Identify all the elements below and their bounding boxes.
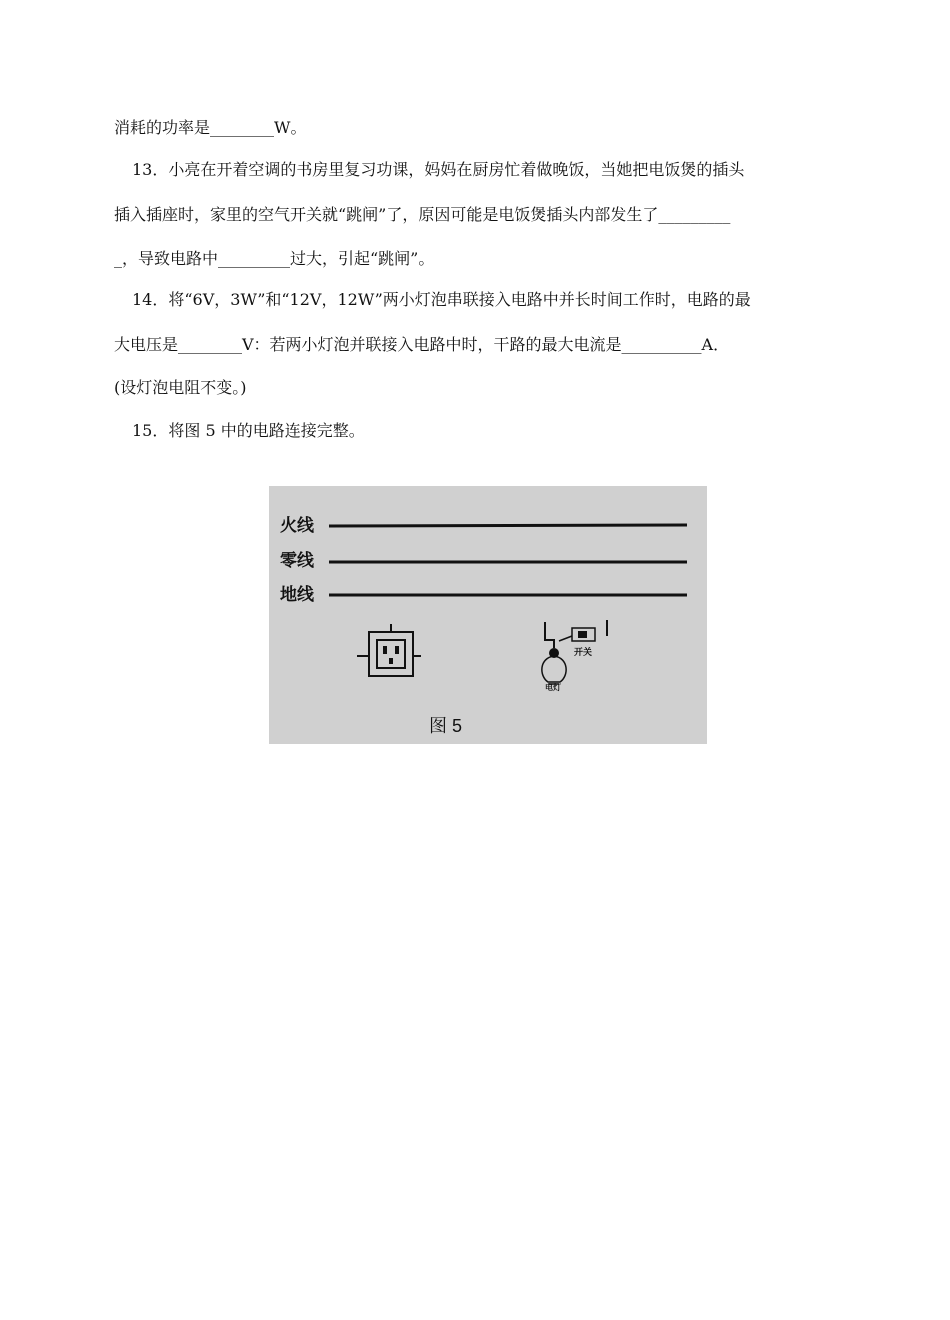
circuit-diagram <box>269 486 707 744</box>
figure-5-circuit <box>269 486 707 744</box>
question-13-line-1: 13．小亮在开着空调的书房里复习功课，妈妈在厨房忙着做晚饭，当她把电饭煲的插头 <box>132 160 745 179</box>
question-15-line-1: 15．将图 5 中的电路连接完整。 <box>132 421 365 440</box>
neutral-wire-label: 零线 <box>280 551 314 570</box>
live-wire <box>329 525 687 526</box>
ground-wire-label: 地线 <box>280 585 314 604</box>
question-13-line-2: 插入插座时，家里的空气开关就“跳闸”了，原因可能是电饭煲插头内部发生了_________ <box>114 205 731 224</box>
socket-icon <box>357 624 421 676</box>
live-wire-label: 火线 <box>280 516 314 535</box>
lamp-label: 电灯 <box>545 683 561 692</box>
question-13-line-3: _，导致电路中_________过大，引起“跳闸”。 <box>114 249 435 268</box>
question-14-line-2: 大电压是________V：若两小灯泡并联接入电路中时，干路的最大电流是__________A． <box>114 335 730 354</box>
question-14-line-1: 14．将“6V，3W”和“12V，12W”两小灯泡串联接入电路中并长时间工作时，电路的最 <box>132 290 751 309</box>
switch-label: 开关 <box>574 647 593 657</box>
figure-caption: 图 5 <box>429 716 463 736</box>
question-14-line-3: (设灯泡电阻不变。) <box>114 378 247 397</box>
text-line-1: 消耗的功率是________W。 <box>114 118 307 137</box>
